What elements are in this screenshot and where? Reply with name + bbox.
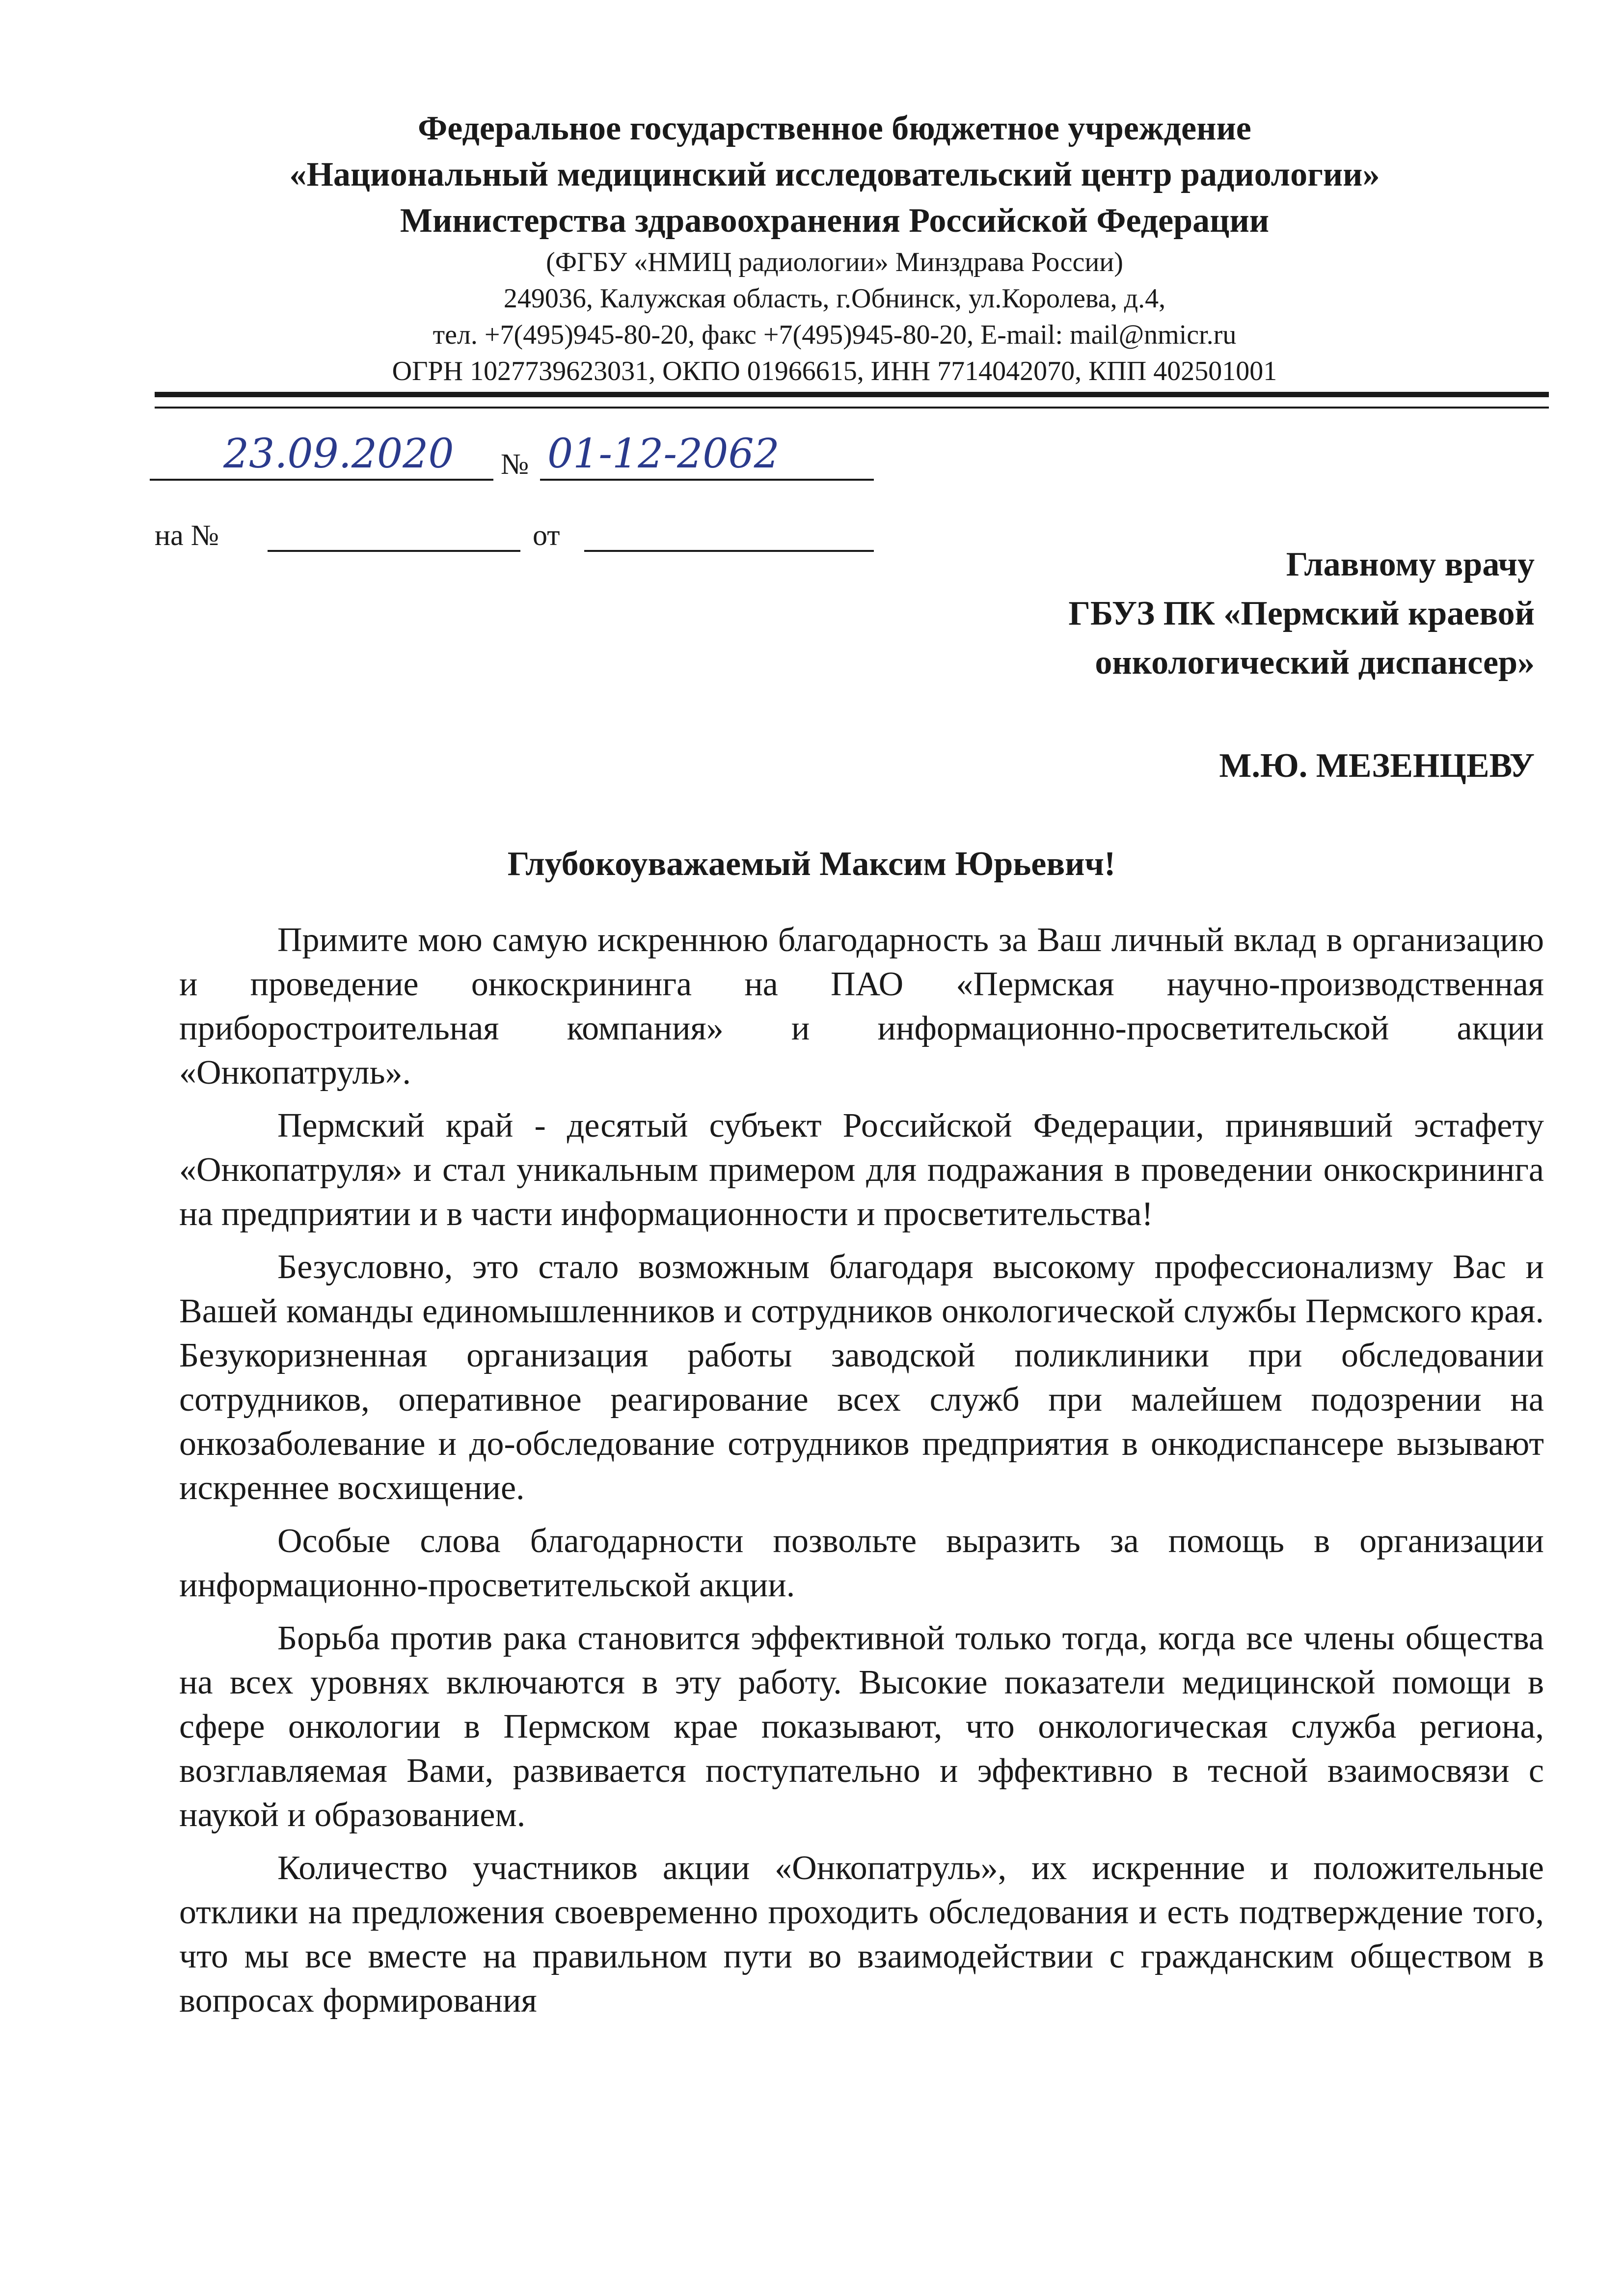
body-paragraph: Примите мою самую искреннюю благодарность за Ваш личный вклад в организацию и проведение онкоскрининга на ПАО «Пермская научно-производственная приборостроительная компания» и информационно-просветительской акции «Онкопатруль». bbox=[179, 921, 1544, 1092]
reference-number-label: на № bbox=[155, 519, 219, 551]
salutation: Глубокоуважаемый Максим Юрьевич! bbox=[507, 845, 1116, 883]
letterhead-org-type: Федеральное государственное бюджетное учреждение bbox=[418, 109, 1251, 147]
letterhead-requisites: ОГРН 1027739623031, ОКПО 01966615, ИНН 7714042070, КПП 402501001 bbox=[392, 356, 1277, 386]
outgoing-date-line bbox=[150, 479, 493, 481]
outgoing-date-handwritten: 23.09.2020 bbox=[223, 431, 454, 477]
outgoing-number-handwritten: 01-12-2062 bbox=[547, 431, 780, 477]
body-paragraph: Особые слова благодарности позвольте выразить за помощь в организации информационно-просветительской акции. bbox=[179, 1522, 1544, 1604]
letterhead-org-name: «Национальный медицинский исследовательский центр радиологии» bbox=[289, 156, 1380, 193]
letter-body bbox=[179, 918, 1544, 2032]
addressee-organization-cont: онкологический диспансер» bbox=[1095, 644, 1535, 682]
letterhead-address: 249036, Калужская область, г.Обнинск, ул.Королева, д.4, bbox=[503, 283, 1166, 314]
reference-number-line bbox=[268, 550, 520, 552]
letterhead-divider-thick bbox=[155, 392, 1549, 397]
outgoing-number-line bbox=[540, 479, 874, 481]
body-paragraph: Борьба против рака становится эффективной только тогда, когда все члены общества на всех уровнях включаются в эту работу. Высокие показатели медицинской помощи в сфере онкологии в Пермском крае показывают, что онкологическая служба региона, возглавляемая Вами, развивается поступательно и эффективно в тесной взаимосвязи с наукой и образованием. bbox=[179, 1619, 1544, 1834]
body-paragraph: Количество участников акции «Онкопатруль», их искренние и положительные отклики на предложения своевременно проходить обследования и есть подтверждение того, что мы все вместе на правильном пути во взаимодействии с гражданским обществом в вопросах формирования bbox=[179, 1849, 1544, 2020]
letterhead-contacts: тел. +7(495)945-80-20, факс +7(495)945-80-20, E-mail: mail@nmicr.ru bbox=[433, 320, 1237, 350]
addressee-name: М.Ю. МЕЗЕНЦЕВУ bbox=[1219, 747, 1535, 785]
addressee-block bbox=[1068, 540, 1535, 791]
outgoing-number-sign: № bbox=[501, 448, 529, 480]
addressee-organization: ГБУЗ ПК «Пермский краевой bbox=[1068, 595, 1535, 632]
reference-date-label: от bbox=[533, 519, 560, 551]
letterhead-divider-thin bbox=[155, 407, 1549, 409]
letterhead-short-name: (ФГБУ «НМИЦ радиологии» Минздрава России) bbox=[546, 247, 1123, 277]
body-paragraph: Безусловно, это стало возможным благодаря высокому профессионализму Вас и Вашей команды единомышленников и сотрудников онкологической службы Пермского края. Безукоризненная организация работы заводской поликлиники при обследовании сотрудников, оперативное реагирование всех служб при малейшем подозрении на онкозаболевание и до-обследование сотрудников предприятия в онкодиспансере вызывают искреннее восхищение. bbox=[179, 1248, 1544, 1507]
addressee-position: Главному врачу bbox=[1286, 546, 1535, 583]
letterhead bbox=[147, 106, 1522, 389]
reference-date-line bbox=[584, 550, 874, 552]
body-paragraph: Пермский край - десятый субъект Российской Федерации, принявший эстафету «Онкопатруля» и стал уникальным примером для подражания в проведении онкоскрининга на предприятии и в части информационности и просветительства! bbox=[179, 1107, 1544, 1233]
letterhead-ministry: Министерства здравоохранения Российской Федерации bbox=[400, 202, 1270, 240]
